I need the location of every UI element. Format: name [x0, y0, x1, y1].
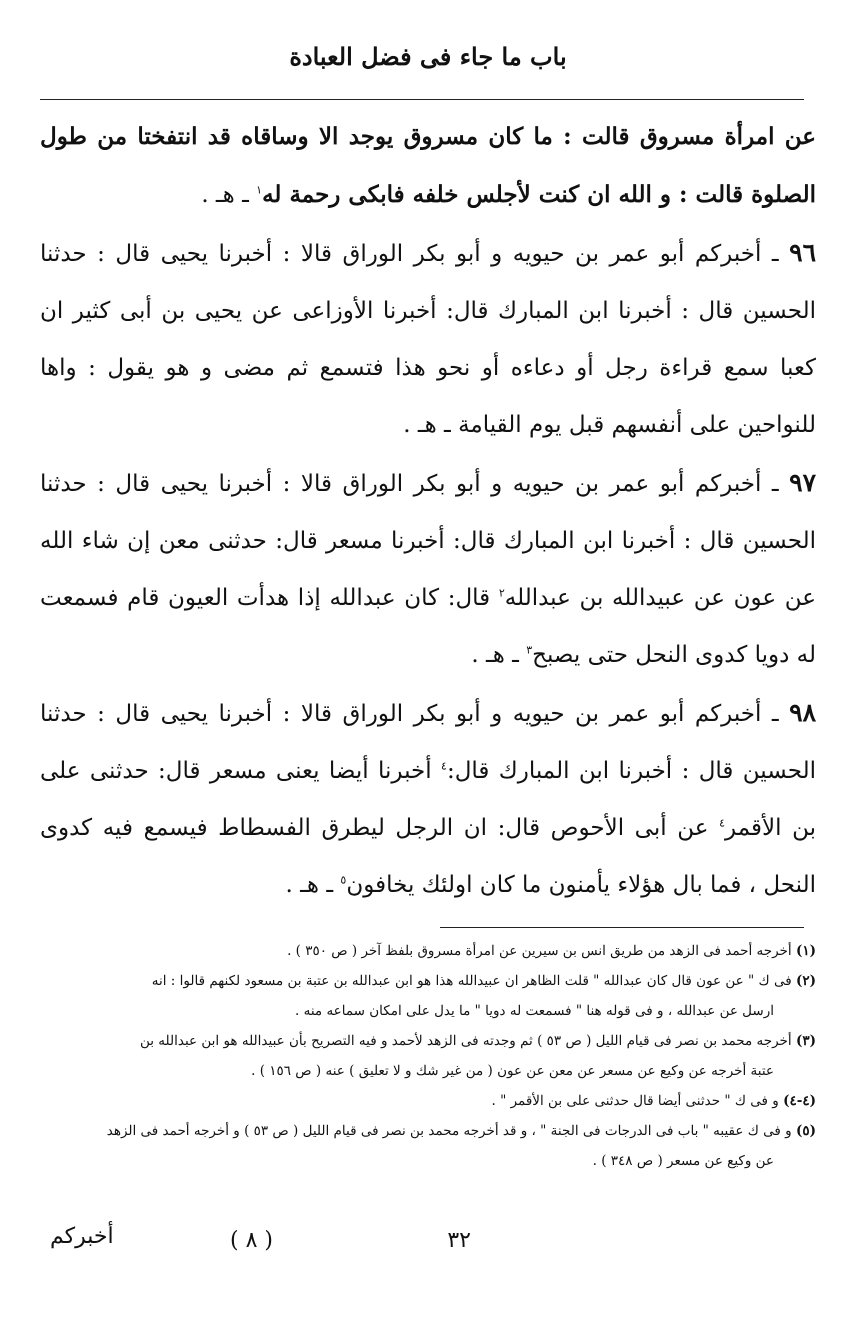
- footnote-2-continued: ارسل عن عبدالله ، و فى قوله هنا " فسمعت له دويا " ما يدل على امكان سماعه منه .: [295, 1003, 774, 1019]
- page-number: ٣٢: [447, 1228, 471, 1253]
- footnote-ref: ٣: [526, 643, 533, 657]
- page-footer: [40, 1224, 816, 1264]
- hadith-number: ٩٧: [789, 468, 817, 497]
- main-text: [40, 108, 816, 914]
- footnote-ref: ٢: [498, 586, 505, 600]
- footnote-5: (٥) و فى ك عقيبه " باب فى الدرجات فى الجنة " ، و قد أخرجه محمد بن نصر فى قيام الليل ( ص ٥٣ ) و أخرجه أحمد فى الزهد: [106, 1123, 816, 1139]
- running-header: باب ما جاء فى فضل العبادة: [289, 42, 567, 71]
- catchword: أخبركم: [50, 1224, 114, 1249]
- footnotes: [40, 936, 816, 1176]
- footnote-1: (١) أخرجه أحمد فى الزهد من طريق انس بن سيرين عن امرأة مسروق بلفظ آخر ( ص ٣٥٠ ) .: [287, 943, 816, 959]
- footnote-3-continued: عتبة أخرجه عن وكيع عن مسعر عن معن عن عون ( من غير شك و لا تعليق ) عنه ( ص ١٥٦ ) .: [251, 1063, 774, 1079]
- footnote-ref: ٤: [719, 816, 726, 830]
- hadith-number: ٩٨: [789, 698, 817, 727]
- hadith-96: ٩٦ ـ أخبركم أبو عمر بن حيويه و أبو بكر الوراق قالا : أخبرنا يحيى قال : حدثنا الحسين قال : أخبرنا ابن المبارك قال: أخبرنا الأوزاعى عن يحيى بن أبى كثير ان كعبا سمع قراءة رجل أو دعاءه أو نحو هذا فتسمع ثم مضى و هو يقول : واها للنواحين على أنفسهم قبل يوم القيامة ـ هـ .: [40, 238, 817, 438]
- hadith-number: ٩٦: [789, 238, 817, 267]
- footnote-4: (٤-٤) و فى ك " حدثنى أيضا قال حدثنى على بن الأقمر " .: [491, 1093, 816, 1109]
- footnote-2: (٢) فى ك " عن عون قال كان عبدالله " قلت الظاهر ان عبيدالله هذا هو ابن عبدالله بن عتبة بن مسعود لكنهم قالوا : انه: [151, 973, 816, 989]
- signature-mark: ( ٨ ): [230, 1228, 273, 1253]
- paragraph-continuation: عن امرأة مسروق قالت : ما كان مسروق يوجد الا وساقاه قد انتفختا من طول الصلوة قالت : و الله ان كنت لأجلس خلفه فابكى رحمة له$^١$ ـ هـ .: [40, 123, 816, 208]
- hadith-97: ٩٧ ـ أخبركم أبو عمر بن حيويه و أبو بكر الوراق قالا : أخبرنا يحيى قال : حدثنا الحسين قال : أخبرنا ابن المبارك قال: أخبرنا مسعر قال: حدثنى معن إن شاء الله عن عون عن عبيدالله بن عبدالله$^٢$ قال: كان عبدالله إذا هدأت العيون قام فسمعت له دويا كدوى النحل حتى يصبح$^٣$ ـ هـ .: [40, 468, 817, 668]
- footnote-ref: ٥: [340, 873, 347, 887]
- hadith-98: ٩٨ ـ أخبركم أبو عمر بن حيويه و أبو بكر الوراق قالا : أخبرنا يحيى قال : حدثنا الحسين قال : أخبرنا ابن المبارك قال:$^٤$ أخبرنا أيضا يعنى مسعر قال: حدثنى على بن الأقمر$^٤$ عن أبى الأحوص قال: ان الرجل ليطرق الفسطاط فيسمع فيه كدوى النحل ، فما بال هؤلاء يأمنون ما كان اولئك يخافون$^٥$ ـ هـ .: [40, 698, 817, 898]
- footnote-ref: ٤: [441, 759, 447, 773]
- header-rule: [40, 99, 804, 100]
- footnote-5-continued: عن وكيع عن مسعر ( ص ٣٤٨ ) .: [592, 1153, 774, 1169]
- footnote-rule: [440, 927, 804, 928]
- footnote-ref: ١: [256, 183, 263, 197]
- footnote-3: (٣) أخرجه محمد بن نصر فى قيام الليل ( ص ٥٣ ) ثم وجدته فى الزهد لأحمد و فيه التصريح بأن عبيدالله هو ابن عبدالله بن: [139, 1033, 816, 1049]
